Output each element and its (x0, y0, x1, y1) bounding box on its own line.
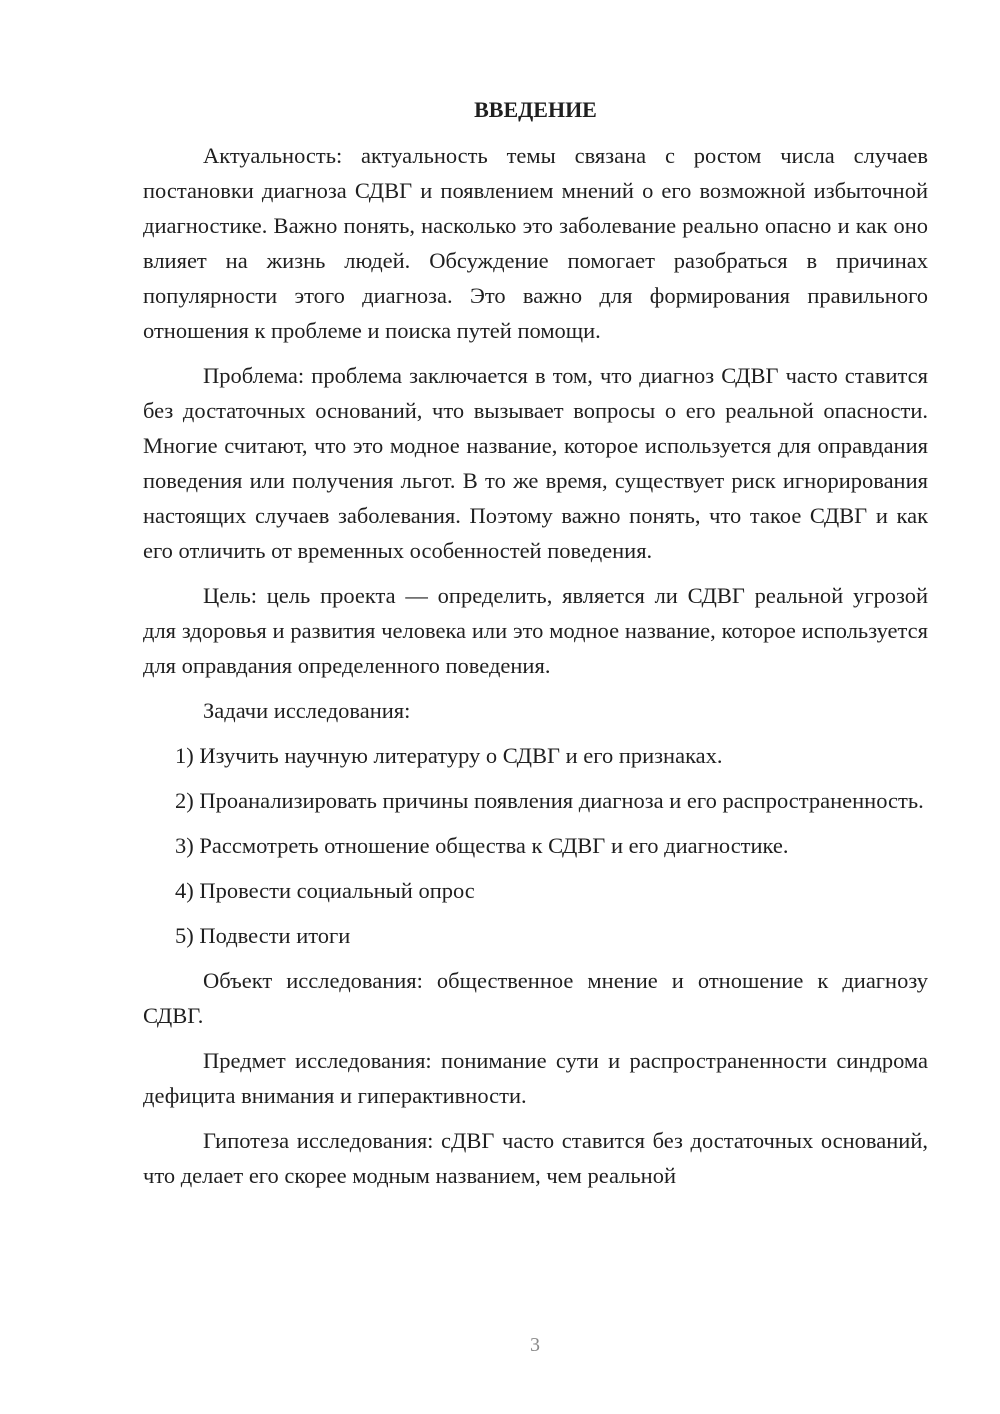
task-item-1: 1) Изучить научную литературу о СДВГ и его признаках. (175, 743, 723, 768)
paragraph-relevance: Актуальность: актуальность темы связана с ростом числа случаев постановки диагноза СДВГ и появлением мнений о его возможной избыточной диагностике. Важно понять, насколько это заболевание реально опасно и как оно влияет на жизнь людей. Обсуждение помогает разобраться в причинах популярности этого диагноза. Это важно для формирования правильного отношения к проблеме и поиска путей помощи. (143, 143, 928, 343)
page-number: 3 (530, 1334, 540, 1356)
paragraph-hypothesis: Гипотеза исследования: сДВГ часто ставится без достаточных оснований, что делает его скорее модным названием, чем реальной (143, 1128, 928, 1188)
page-content (143, 94, 928, 1203)
task-item-3: 3) Рассмотреть отношение общества к СДВГ и его диагностике. (175, 833, 789, 858)
paragraph-problem: Проблема: проблема заключается в том, что диагноз СДВГ часто ставится без достаточных оснований, что вызывает вопросы о его реальной опасности. Многие считают, что это модное название, которое используется для оправдания поведения или получения льгот. В то же время, существует риск игнорирования настоящих случаев заболевания. Поэтому важно понять, что такое СДВГ и как его отличить от временных особенностей поведения. (143, 363, 928, 563)
paragraph-subject: Предмет исследования: понимание сути и распространенности синдрома дефицита внимания и гиперактивности. (143, 1048, 928, 1108)
tasks-heading: Задачи исследования: (203, 698, 411, 723)
task-item-2: 2) Проанализировать причины появления диагноза и его распространенность. (175, 788, 924, 813)
task-item-4: 4) Провести социальный опрос (175, 878, 475, 903)
paragraph-object: Объект исследования: общественное мнение и отношение к диагнозу СДВГ. (143, 968, 928, 1028)
paragraph-goal: Цель: цель проекта — определить, является ли СДВГ реальной угрозой для здоровья и развития человека или это модное название, которое используется для оправдания определенного поведения. (143, 583, 928, 678)
task-item-5: 5) Подвести итоги (175, 923, 351, 948)
page-title: ВВЕДЕНИЕ (474, 97, 597, 122)
